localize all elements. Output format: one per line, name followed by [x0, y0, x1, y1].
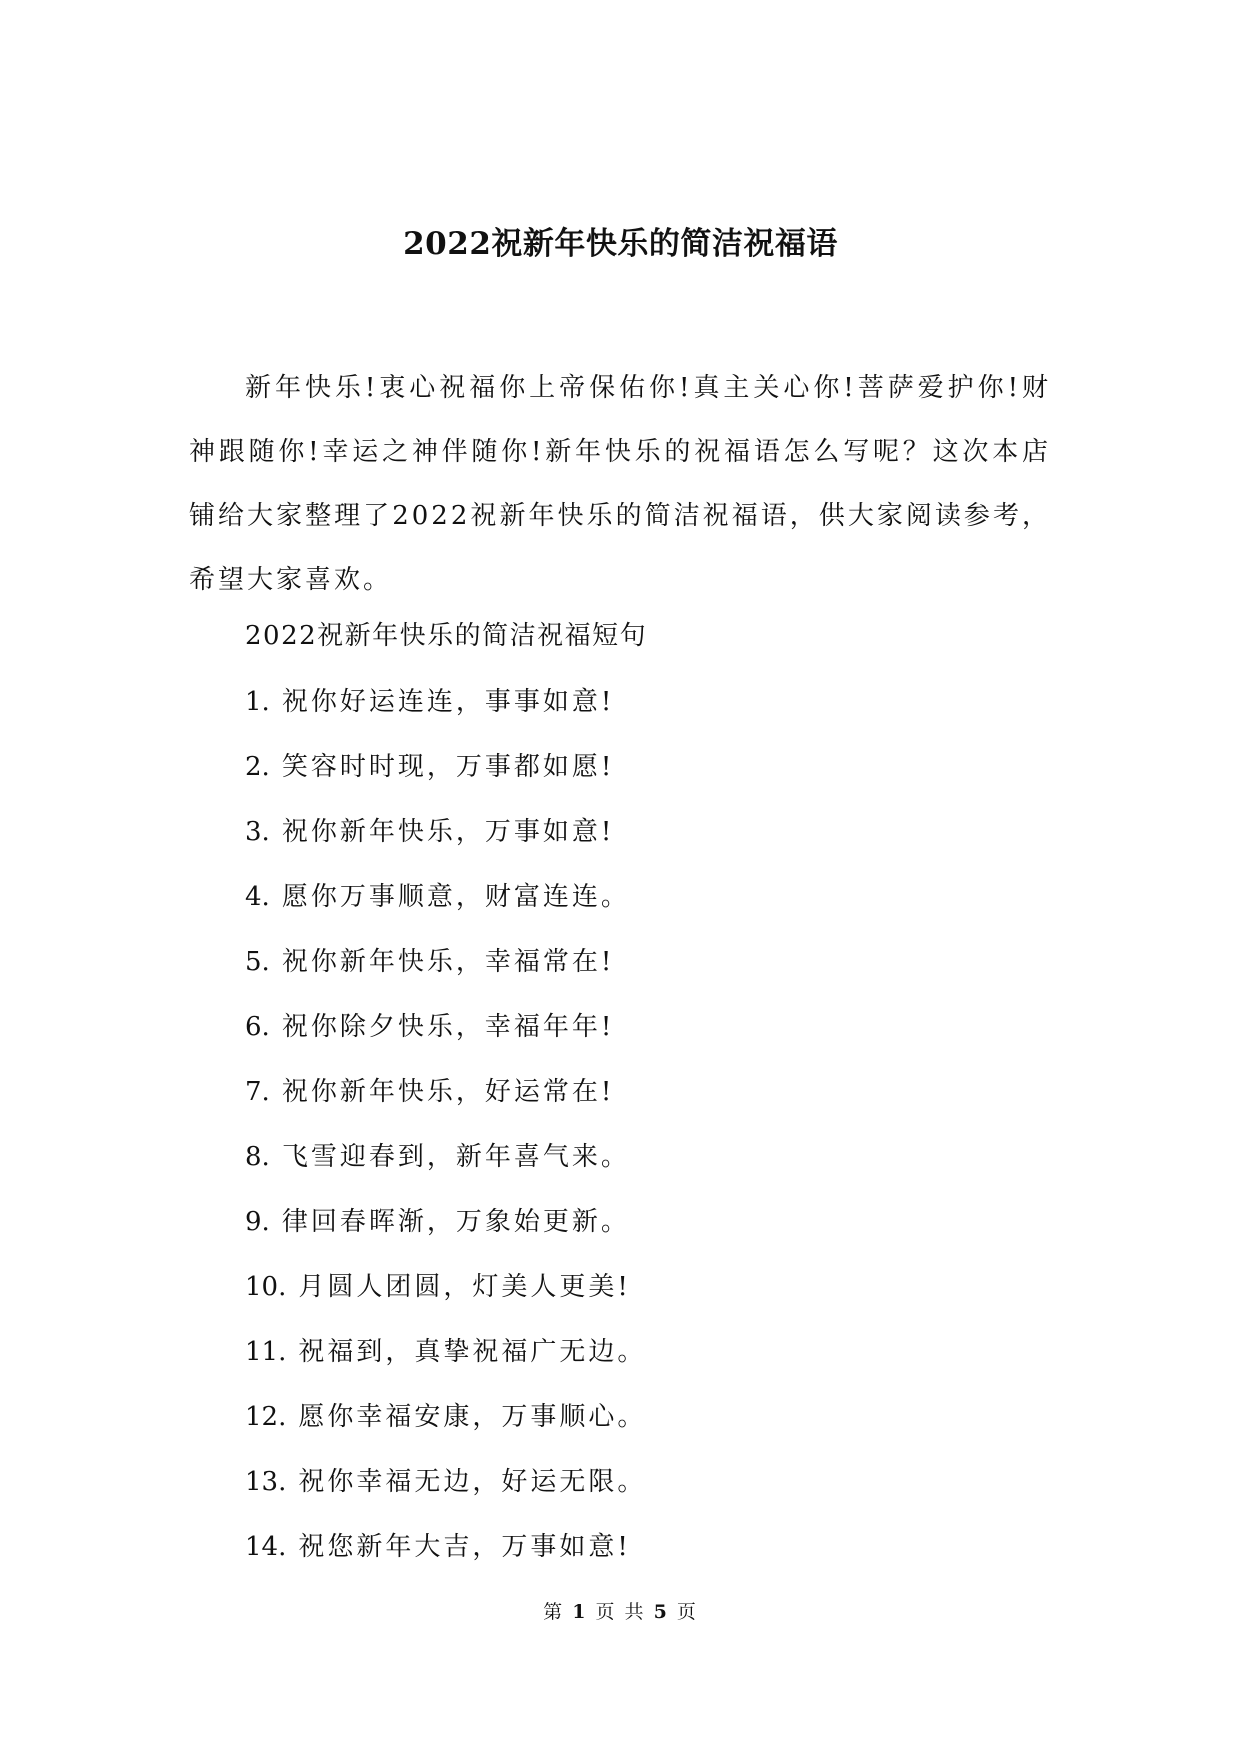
list-item-number: 12.	[245, 1402, 287, 1432]
list-item	[245, 877, 646, 942]
list-item-number: 8.	[245, 1142, 270, 1172]
list-item-text: 愿你万事顺意，财富连连。	[281, 882, 630, 912]
list-item	[245, 1267, 646, 1332]
document-title: 2022祝新年快乐的简洁祝福语	[403, 226, 838, 262]
list-item-text: 祝你幸福无边，好运无限。	[298, 1467, 647, 1497]
footer-page-prefix: 第	[543, 1601, 565, 1623]
section-subheading: 2022祝新年快乐的简洁祝福短句	[245, 621, 648, 651]
list-item	[245, 1332, 646, 1397]
list-item-number: 10.	[245, 1272, 287, 1302]
list-item	[245, 1007, 646, 1072]
list-item-text: 祝福到，真挚祝福广无边。	[298, 1337, 647, 1367]
list-item-number: 2.	[245, 752, 270, 782]
list-item-text: 祝你新年快乐，好运常在!	[281, 1077, 615, 1107]
list-item-text: 愿你幸福安康，万事顺心。	[298, 1402, 647, 1432]
list-item-text: 笑容时时现，万事都如愿!	[281, 752, 615, 782]
greeting-list	[245, 682, 646, 1592]
list-item	[245, 1462, 646, 1527]
list-item-number: 1.	[245, 687, 270, 717]
footer-current-page: 1	[572, 1601, 588, 1623]
list-item-number: 7.	[245, 1077, 270, 1107]
footer-page-suffix: 页	[676, 1601, 698, 1623]
list-item	[245, 1397, 646, 1462]
list-item-number: 4.	[245, 882, 270, 912]
list-item-text: 月圆人团圆，灯美人更美!	[298, 1272, 631, 1302]
list-item-number: 3.	[245, 817, 270, 847]
list-item-number: 13.	[245, 1467, 287, 1497]
list-item-number: 6.	[245, 1012, 270, 1042]
list-item-number: 5.	[245, 947, 270, 977]
list-item-text: 飞雪迎春到，新年喜气来。	[281, 1142, 630, 1172]
page-footer	[0, 1598, 1241, 1626]
list-item-number: 14.	[245, 1532, 287, 1562]
footer-page-middle: 页 共	[595, 1601, 646, 1623]
list-item	[245, 812, 646, 877]
list-item	[245, 682, 646, 747]
list-item	[245, 1202, 646, 1267]
footer-total-pages: 5	[653, 1601, 669, 1623]
list-item-text: 祝您新年大吉，万事如意!	[298, 1532, 631, 1562]
list-item	[245, 1527, 646, 1592]
list-item-text: 律回春晖渐，万象始更新。	[281, 1207, 630, 1237]
list-item	[245, 747, 646, 812]
intro-paragraph: 新年快乐!衷心祝福你上帝保佑你!真主关心你!菩萨爱护你!财神跟随你!幸运之神伴随你!新年快乐的祝福语怎么写呢？这次本店铺给大家整理了2022祝新年快乐的简洁祝福语，供大家阅读参考，希望大家喜欢。	[189, 373, 1051, 595]
list-item-text: 祝你新年快乐，幸福常在!	[281, 947, 615, 977]
list-item	[245, 1072, 646, 1137]
list-item	[245, 942, 646, 1007]
list-item	[245, 1137, 646, 1202]
list-item-number: 9.	[245, 1207, 270, 1237]
list-item-text: 祝你好运连连，事事如意!	[281, 687, 615, 717]
list-item-text: 祝你除夕快乐，幸福年年!	[281, 1012, 615, 1042]
list-item-text: 祝你新年快乐，万事如意!	[281, 817, 615, 847]
list-item-number: 11.	[245, 1337, 287, 1367]
